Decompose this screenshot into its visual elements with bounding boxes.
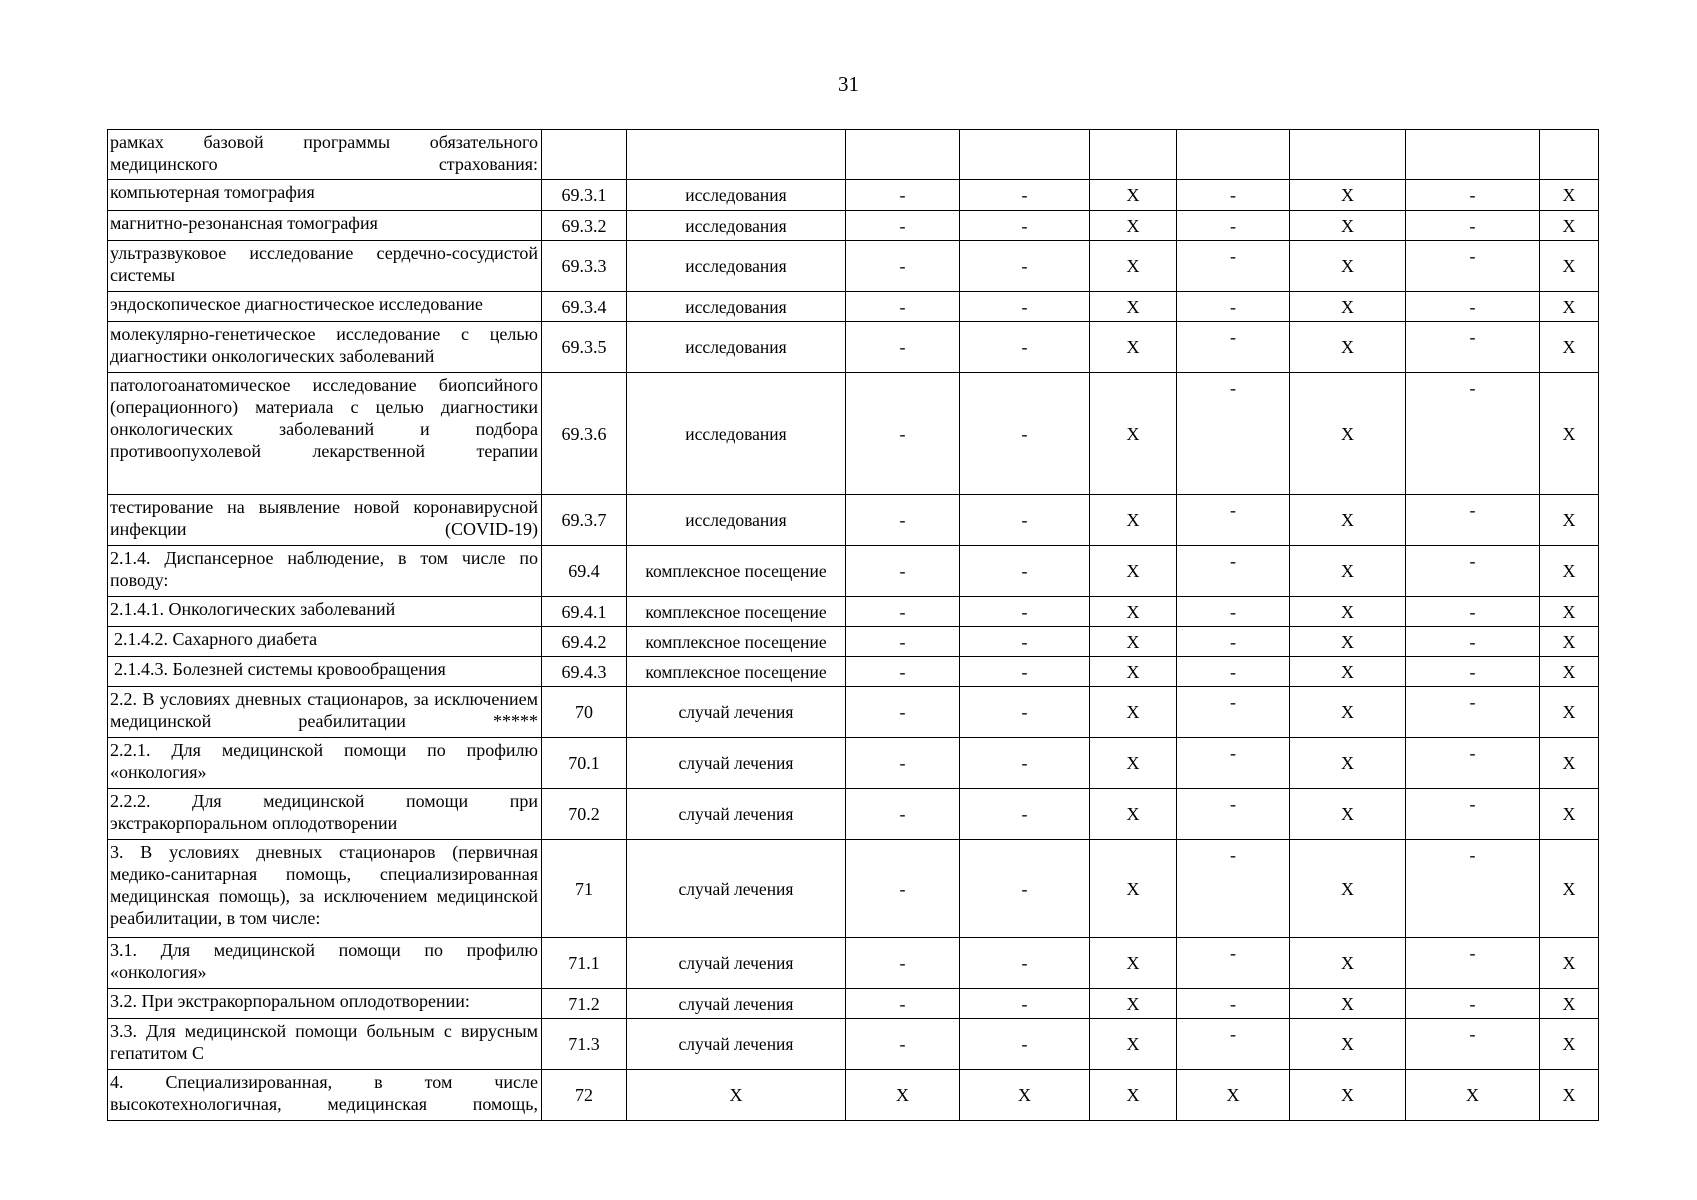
table-row: [108, 373, 1599, 495]
table-row: [108, 738, 1599, 789]
row-cell: X: [1290, 989, 1406, 1019]
row-cell: -: [846, 322, 960, 373]
row-cell: -: [846, 938, 960, 989]
row-cell: X: [1540, 938, 1599, 989]
row-cell: X: [1090, 627, 1177, 657]
row-cell: -: [846, 211, 960, 241]
row-cell: X: [1540, 989, 1599, 1019]
row-name: 3.2. При экстракорпоральном оплодотворении:: [108, 989, 542, 1019]
row-cell: -: [846, 657, 960, 687]
row-unit: исследования: [627, 211, 846, 241]
row-cell: -: [1177, 989, 1290, 1019]
row-cell: X: [1540, 789, 1599, 840]
row-cell: -: [846, 495, 960, 546]
row-cell: X: [1540, 687, 1599, 738]
table-row: [108, 180, 1599, 211]
row-name: 2.1.4.1. Онкологических заболеваний: [108, 597, 542, 627]
row-cell: X: [1090, 989, 1177, 1019]
row-unit: случай лечения: [627, 989, 846, 1019]
row-name: патологоанатомическое исследование биопсийного (операционного) материала с целью диагностики онкологических заболеваний и подбора противоопухолевой лекарственной терапии: [108, 373, 542, 495]
row-cell: -: [1177, 789, 1290, 840]
row-cell: [1540, 130, 1599, 180]
row-cell: X: [1090, 938, 1177, 989]
table-row: [108, 627, 1599, 657]
row-cell: -: [1406, 687, 1540, 738]
row-cell: X: [1090, 738, 1177, 789]
page-number: 31: [838, 72, 859, 96]
row-cell: -: [846, 1019, 960, 1070]
row-cell: -: [960, 546, 1090, 597]
row-cell: X: [1290, 738, 1406, 789]
row-cell: -: [1177, 1019, 1290, 1070]
row-cell: X: [1090, 495, 1177, 546]
row-cell: X: [1090, 546, 1177, 597]
row-name: 4. Специализированная, в том числе высокотехнологичная, медицинская помощь,: [108, 1070, 542, 1121]
row-code: 71.2: [542, 989, 627, 1019]
row-cell: -: [960, 597, 1090, 627]
row-cell: -: [960, 292, 1090, 322]
row-cell: -: [1177, 597, 1290, 627]
row-cell: -: [1177, 657, 1290, 687]
row-name: 3.1. Для медицинской помощи по профилю «онкология»: [108, 938, 542, 989]
row-unit: комплексное посещение: [627, 546, 846, 597]
row-cell: -: [846, 687, 960, 738]
row-cell: X: [1540, 597, 1599, 627]
row-code: 69.3.1: [542, 180, 627, 211]
row-cell: -: [1406, 211, 1540, 241]
row-cell: -: [960, 373, 1090, 495]
row-cell: X: [846, 1070, 960, 1121]
row-cell: X: [1540, 373, 1599, 495]
row-cell: X: [1177, 1070, 1290, 1121]
table-row: [108, 687, 1599, 738]
row-name: молекулярно-генетическое исследование с целью диагностики онкологических заболеваний: [108, 322, 542, 373]
table-row: [108, 938, 1599, 989]
row-unit: исследования: [627, 180, 846, 211]
table-row: [108, 292, 1599, 322]
row-cell: X: [1290, 292, 1406, 322]
row-cell: X: [1290, 840, 1406, 938]
row-cell: -: [960, 789, 1090, 840]
row-cell: [1290, 130, 1406, 180]
row-cell: -: [846, 597, 960, 627]
row-cell: -: [960, 627, 1090, 657]
row-cell: X: [1090, 1019, 1177, 1070]
row-unit: исследования: [627, 322, 846, 373]
row-cell: X: [1540, 657, 1599, 687]
row-cell: -: [1177, 627, 1290, 657]
row-cell: -: [960, 989, 1090, 1019]
row-cell: -: [1177, 546, 1290, 597]
row-cell: X: [1290, 938, 1406, 989]
row-cell: X: [1540, 738, 1599, 789]
row-cell: -: [960, 687, 1090, 738]
row-cell: -: [960, 738, 1090, 789]
row-cell: -: [846, 546, 960, 597]
row-code: 71.3: [542, 1019, 627, 1070]
table-row: [108, 495, 1599, 546]
row-cell: -: [846, 241, 960, 292]
table-row: [108, 241, 1599, 292]
row-cell: -: [1406, 241, 1540, 292]
row-name: 2.1.4.3. Болезней системы кровообращения: [108, 657, 542, 687]
row-cell: -: [1177, 687, 1290, 738]
row-cell: -: [1406, 322, 1540, 373]
row-cell: X: [1290, 241, 1406, 292]
row-unit: случай лечения: [627, 687, 846, 738]
row-cell: -: [1177, 322, 1290, 373]
row-cell: -: [1406, 738, 1540, 789]
row-cell: -: [1406, 840, 1540, 938]
table-row: [108, 546, 1599, 597]
row-cell: -: [846, 373, 960, 495]
row-cell: -: [1406, 938, 1540, 989]
row-cell: X: [1290, 597, 1406, 627]
row-cell: -: [1177, 738, 1290, 789]
row-cell: X: [960, 1070, 1090, 1121]
row-name: 3. В условиях дневных стационаров (первичная медико-санитарная помощь, специализированная медицинская помощь), за исключением медицинской реабилитации, в том числе:: [108, 840, 542, 938]
row-cell: -: [846, 989, 960, 1019]
row-code: 69.4.2: [542, 627, 627, 657]
row-cell: -: [960, 1019, 1090, 1070]
table-row: [108, 130, 1599, 180]
row-code: [542, 130, 627, 180]
row-unit: исследования: [627, 241, 846, 292]
row-cell: X: [1090, 211, 1177, 241]
row-code: 69.4.1: [542, 597, 627, 627]
row-cell: -: [1177, 495, 1290, 546]
row-cell: X: [1090, 180, 1177, 211]
row-cell: X: [1090, 789, 1177, 840]
row-name: 2.2. В условиях дневных стационаров, за исключением медицинской реабилитации *****: [108, 687, 542, 738]
row-unit: комплексное посещение: [627, 657, 846, 687]
row-unit: случай лечения: [627, 738, 846, 789]
row-name: компьютерная томография: [108, 180, 542, 211]
row-cell: X: [1090, 597, 1177, 627]
row-cell: X: [1290, 180, 1406, 211]
row-code: 69.4.3: [542, 657, 627, 687]
row-cell: -: [1406, 180, 1540, 211]
row-cell: -: [1177, 840, 1290, 938]
row-cell: X: [1540, 546, 1599, 597]
row-name: 3.3. Для медицинской помощи больным с вирусным гепатитом С: [108, 1019, 542, 1070]
row-cell: X: [1090, 373, 1177, 495]
row-cell: -: [1406, 546, 1540, 597]
row-cell: X: [1406, 1070, 1540, 1121]
row-cell: -: [960, 241, 1090, 292]
row-cell: -: [846, 292, 960, 322]
row-cell: X: [1540, 495, 1599, 546]
row-cell: -: [960, 180, 1090, 211]
row-cell: -: [960, 211, 1090, 241]
row-cell: -: [1406, 789, 1540, 840]
row-cell: -: [1177, 180, 1290, 211]
row-cell: -: [960, 322, 1090, 373]
row-cell: X: [1540, 840, 1599, 938]
row-name: рамках базовой программы обязательного медицинского страхования:: [108, 130, 542, 180]
row-cell: [846, 130, 960, 180]
table-row: [108, 789, 1599, 840]
row-code: 70.2: [542, 789, 627, 840]
row-cell: X: [1540, 211, 1599, 241]
row-cell: [1177, 130, 1290, 180]
row-cell: [1090, 130, 1177, 180]
row-name: ультразвуковое исследование сердечно-сосудистой системы: [108, 241, 542, 292]
row-name: 2.1.4.2. Сахарного диабета: [108, 627, 542, 657]
row-cell: -: [1406, 1019, 1540, 1070]
row-cell: X: [1290, 1019, 1406, 1070]
row-code: 72: [542, 1070, 627, 1121]
row-cell: -: [960, 495, 1090, 546]
row-unit: случай лечения: [627, 789, 846, 840]
row-name: эндоскопическое диагностическое исследование: [108, 292, 542, 322]
row-cell: -: [846, 738, 960, 789]
row-name: магнитно-резонансная томография: [108, 211, 542, 241]
row-cell: -: [1177, 938, 1290, 989]
row-cell: X: [1290, 211, 1406, 241]
row-unit: исследования: [627, 292, 846, 322]
row-code: 71.1: [542, 938, 627, 989]
row-cell: -: [960, 657, 1090, 687]
row-cell: -: [1406, 292, 1540, 322]
row-cell: -: [1406, 373, 1540, 495]
row-unit: случай лечения: [627, 840, 846, 938]
row-name: 2.2.1. Для медицинской помощи по профилю «онкология»: [108, 738, 542, 789]
table-row: [108, 322, 1599, 373]
row-unit: комплексное посещение: [627, 597, 846, 627]
row-cell: X: [1290, 495, 1406, 546]
row-cell: -: [846, 180, 960, 211]
row-cell: -: [846, 789, 960, 840]
row-unit: X: [627, 1070, 846, 1121]
row-code: 69.3.4: [542, 292, 627, 322]
row-cell: -: [1177, 211, 1290, 241]
row-name: 2.2.2. Для медицинской помощи при экстракорпоральном оплодотворении: [108, 789, 542, 840]
row-cell: X: [1090, 292, 1177, 322]
row-cell: X: [1290, 627, 1406, 657]
row-cell: -: [1177, 241, 1290, 292]
row-code: 70.1: [542, 738, 627, 789]
row-unit: исследования: [627, 373, 846, 495]
row-cell: [1406, 130, 1540, 180]
row-unit: случай лечения: [627, 1019, 846, 1070]
row-code: 69.3.2: [542, 211, 627, 241]
program-table: [107, 129, 1599, 1121]
row-code: 71: [542, 840, 627, 938]
row-cell: X: [1540, 180, 1599, 211]
row-cell: [960, 130, 1090, 180]
row-cell: -: [1177, 373, 1290, 495]
row-cell: X: [1540, 627, 1599, 657]
row-code: 69.3.3: [542, 241, 627, 292]
row-cell: X: [1290, 657, 1406, 687]
row-cell: X: [1090, 687, 1177, 738]
row-code: 69.4: [542, 546, 627, 597]
row-cell: X: [1290, 687, 1406, 738]
row-cell: -: [1406, 627, 1540, 657]
row-code: 70: [542, 687, 627, 738]
table-row: [108, 989, 1599, 1019]
table-row: [108, 1019, 1599, 1070]
row-cell: X: [1290, 322, 1406, 373]
table-row: [108, 840, 1599, 938]
row-cell: X: [1290, 373, 1406, 495]
row-cell: -: [846, 627, 960, 657]
row-cell: X: [1090, 840, 1177, 938]
row-cell: X: [1090, 1070, 1177, 1121]
table-row: [108, 657, 1599, 687]
row-cell: X: [1540, 322, 1599, 373]
row-cell: X: [1290, 1070, 1406, 1121]
row-name: тестирование на выявление новой коронавирусной инфекции (COVID-19): [108, 495, 542, 546]
row-cell: -: [1406, 989, 1540, 1019]
row-cell: X: [1290, 789, 1406, 840]
table-row: [108, 1070, 1599, 1121]
row-unit: исследования: [627, 495, 846, 546]
row-unit: комплексное посещение: [627, 627, 846, 657]
row-cell: -: [1406, 495, 1540, 546]
row-cell: X: [1290, 546, 1406, 597]
row-unit: [627, 130, 846, 180]
row-cell: X: [1090, 657, 1177, 687]
row-cell: X: [1540, 1070, 1599, 1121]
row-code: 69.3.7: [542, 495, 627, 546]
row-cell: -: [1177, 292, 1290, 322]
row-name: 2.1.4. Диспансерное наблюдение, в том числе по поводу:: [108, 546, 542, 597]
row-cell: X: [1090, 322, 1177, 373]
row-cell: -: [960, 938, 1090, 989]
row-cell: X: [1540, 241, 1599, 292]
row-cell: -: [960, 840, 1090, 938]
row-code: 69.3.6: [542, 373, 627, 495]
row-cell: X: [1090, 241, 1177, 292]
table-row: [108, 211, 1599, 241]
row-cell: -: [1406, 597, 1540, 627]
row-cell: -: [1406, 657, 1540, 687]
row-unit: случай лечения: [627, 938, 846, 989]
row-cell: X: [1540, 1019, 1599, 1070]
table-row: [108, 597, 1599, 627]
row-code: 69.3.5: [542, 322, 627, 373]
row-cell: -: [846, 840, 960, 938]
row-cell: X: [1540, 292, 1599, 322]
